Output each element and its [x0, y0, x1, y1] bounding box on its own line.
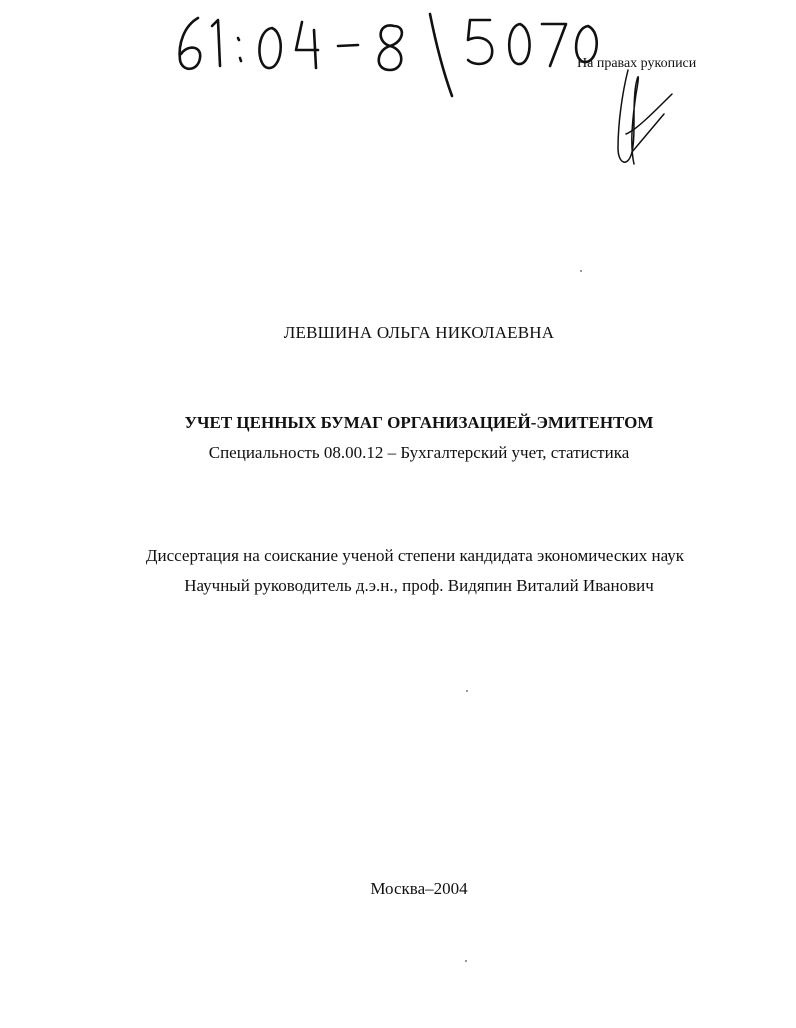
signature: [606, 64, 686, 176]
scan-speck: [466, 690, 468, 692]
scan-speck: [580, 270, 582, 272]
scan-speck: [465, 960, 467, 962]
rights-note: На правах рукописи: [577, 56, 697, 71]
handwritten-code-drawing: [168, 4, 608, 104]
author-name: ЛЕВШИНА ОЛЬГА НИКОЛАЕВНА: [283, 323, 555, 342]
signature-drawing: [606, 64, 686, 176]
supervisor-line: Научный руководитель д.э.н., проф. Видяпин Виталий Иванович: [184, 576, 654, 595]
city-year: Москва–2004: [370, 879, 468, 898]
thesis-title: УЧЕТ ЦЕННЫХ БУМАГ ОРГАНИЗАЦИЕЙ-ЭМИТЕНТОМ: [184, 413, 654, 432]
degree-description: Диссертация на соискание ученой степени кандидата экономических наук: [145, 546, 685, 565]
handwritten-catalog-code: [168, 4, 608, 104]
specialty-line: Специальность 08.00.12 – Бухгалтерский учет, статистика: [208, 443, 630, 462]
